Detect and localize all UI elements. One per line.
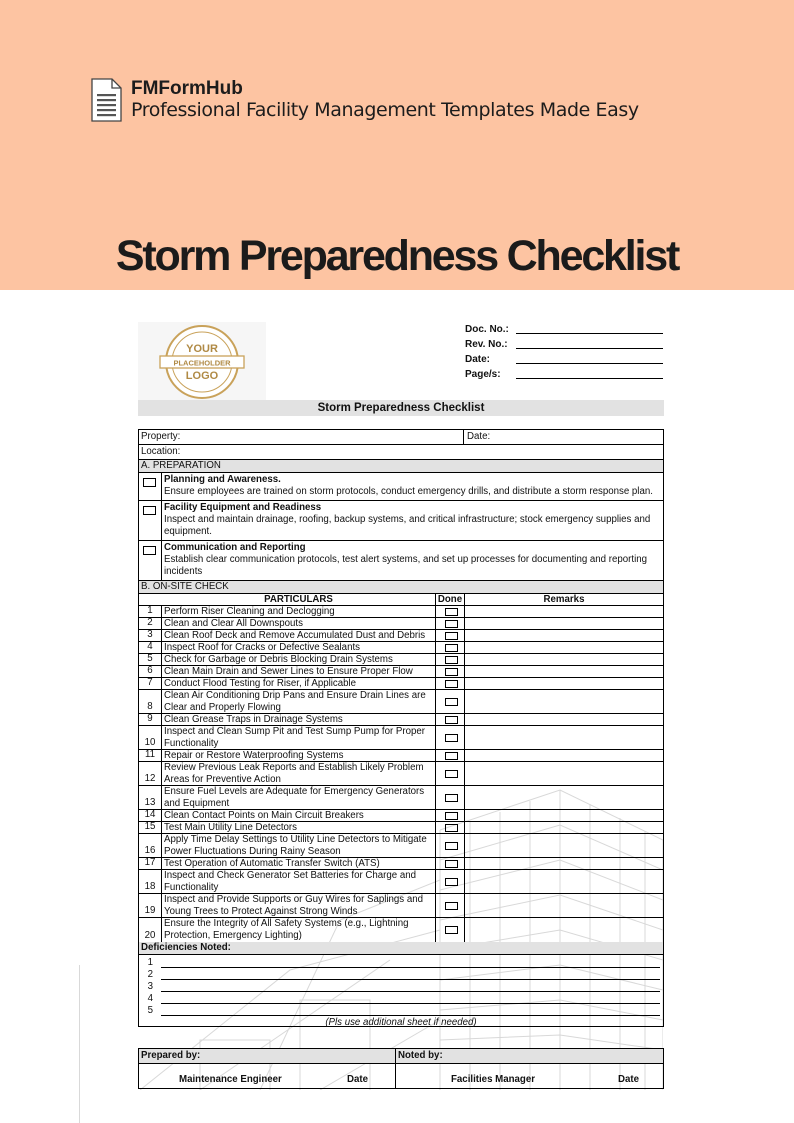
prep-item-planning (139, 473, 663, 501)
prep-desc: Establish clear communication protocols, test alert systems, and set up processes for documenting and reporting incidents (164, 554, 647, 577)
check-item-row (139, 714, 663, 726)
item-text: Apply Time Delay Settings to Utility Line Detectors to Mitigate Power Fluctuations During Rainy Season (164, 834, 427, 857)
property-row (139, 430, 663, 445)
deficiency-line[interactable]: 4 (139, 993, 663, 1005)
done-checkbox[interactable] (445, 698, 458, 706)
divider (463, 430, 464, 444)
done-checkbox[interactable] (445, 752, 458, 760)
check-item-row (139, 810, 663, 822)
item-text: Repair or Restore Waterproofing Systems (164, 750, 344, 761)
remarks-cell[interactable] (465, 810, 663, 821)
done-checkbox[interactable] (445, 878, 458, 886)
item-text: Clean Roof Deck and Remove Accumulated Dust and Debris (164, 630, 426, 641)
prep-desc: Ensure employees are trained on storm protocols, conduct emergency drills, and distribute a storm response plan. (164, 486, 653, 497)
divider (435, 654, 436, 665)
divider (435, 870, 436, 893)
check-item-row (139, 630, 663, 642)
item-number: 12 (144, 773, 156, 784)
divider (435, 810, 436, 821)
divider (161, 834, 162, 857)
item-number: 11 (144, 749, 156, 760)
section-a-heading: A. PREPARATION (139, 460, 663, 473)
location-label: Location: (141, 446, 181, 457)
item-number: 5 (147, 653, 153, 664)
item-number: 13 (144, 797, 156, 808)
divider (161, 918, 162, 942)
check-item-row (139, 606, 663, 618)
remarks-cell[interactable] (465, 618, 663, 629)
item-number: 6 (147, 665, 153, 676)
checkbox[interactable] (143, 478, 156, 487)
check-item-row (139, 918, 663, 942)
divider (435, 822, 436, 833)
rev-no-label: Rev. No.: (465, 339, 508, 350)
deficiencies-label: Deficiencies Noted: (141, 942, 231, 953)
check-item-row (139, 678, 663, 690)
logo-text-your: YOUR (186, 343, 218, 355)
done-checkbox[interactable] (445, 842, 458, 850)
done-checkbox[interactable] (445, 620, 458, 628)
done-checkbox[interactable] (445, 926, 458, 934)
prep-item-equipment (139, 501, 663, 541)
check-item-row (139, 834, 663, 858)
logo-text-logo: LOGO (185, 370, 219, 382)
item-number: 19 (144, 905, 156, 916)
form-title: Storm Preparedness Checklist (138, 400, 664, 416)
meta-date-label: Date: (465, 354, 491, 365)
check-item-row (139, 762, 663, 786)
brand-name: FMFormHub (131, 78, 243, 99)
meta-date-line (516, 363, 663, 364)
done-checkbox[interactable] (445, 734, 458, 742)
deficiency-line[interactable]: 5 (139, 1005, 663, 1017)
doc-no-field[interactable] (465, 324, 665, 339)
divider (161, 666, 162, 677)
done-checkbox[interactable] (445, 716, 458, 724)
check-items (139, 606, 663, 942)
item-number: 20 (144, 930, 156, 941)
column-header-row (139, 594, 663, 606)
meta-date-field[interactable] (465, 354, 665, 369)
check-item-row (139, 894, 663, 918)
checkbox[interactable] (143, 546, 156, 555)
prepared-date-label[interactable]: Date (347, 1074, 368, 1085)
divider (161, 606, 162, 617)
divider (395, 1049, 396, 1088)
signature-block (138, 1048, 664, 1089)
done-checkbox[interactable] (445, 824, 458, 832)
item-text: Inspect and Clean Sump Pit and Test Sump Pump for Proper Functionality (164, 726, 425, 749)
location-row (139, 445, 663, 460)
checkbox-cell (139, 541, 162, 580)
brand-tagline: Professional Facility Management Templates Made Easy (131, 99, 639, 121)
item-number: 8 (147, 701, 153, 712)
divider (435, 618, 436, 629)
item-text: Ensure the Integrity of All Safety Systems (e.g., Lightning Protection, Emergency Lighting) (164, 918, 409, 941)
item-text: Perform Riser Cleaning and Declogging (164, 606, 335, 617)
divider (435, 786, 436, 809)
margin-rule (79, 965, 80, 1123)
remarks-cell[interactable] (465, 786, 663, 809)
facilities-manager-label[interactable]: Facilities Manager (451, 1074, 535, 1085)
remarks-cell[interactable] (465, 642, 663, 653)
noted-by-label: Noted by: (398, 1050, 443, 1061)
remarks-cell[interactable] (465, 606, 663, 617)
divider (435, 714, 436, 725)
item-number: 16 (144, 845, 156, 856)
remarks-cell[interactable] (465, 870, 663, 893)
divider (161, 858, 162, 869)
divider (161, 870, 162, 893)
done-checkbox[interactable] (445, 902, 458, 910)
section-b-heading: B. ON-SITE CHECK (139, 581, 663, 594)
done-checkbox[interactable] (445, 680, 458, 688)
divider (435, 594, 436, 605)
divider (435, 918, 436, 942)
divider (161, 690, 162, 713)
banner-title: Storm Preparedness Checklist (115, 232, 679, 280)
done-checkbox[interactable] (445, 632, 458, 640)
divider (161, 822, 162, 833)
remarks-cell[interactable] (465, 630, 663, 641)
item-number: 1 (147, 605, 153, 616)
done-checkbox[interactable] (445, 794, 458, 802)
item-text: Inspect Roof for Cracks or Defective Sealants (164, 642, 360, 653)
remarks-cell[interactable] (465, 822, 663, 833)
document-icon (90, 78, 122, 122)
checkbox[interactable] (143, 506, 156, 515)
item-number: 9 (147, 713, 153, 724)
checkbox-cell (139, 501, 162, 540)
item-number: 15 (144, 821, 156, 832)
item-text: Clean Air Conditioning Drip Pans and Ensure Drain Lines are Clear and Properly Flowing (164, 690, 426, 713)
item-text: Check for Garbage or Debris Blocking Drain Systems (164, 654, 393, 665)
divider (464, 594, 465, 605)
done-checkbox[interactable] (445, 608, 458, 616)
deficiency-line[interactable]: 3 (139, 981, 663, 993)
prep-title: Communication and Reporting (164, 542, 306, 553)
doc-no-line (516, 333, 663, 334)
divider (435, 690, 436, 713)
prep-item-communication (139, 541, 663, 581)
checkbox-cell (139, 473, 162, 500)
item-text: Test Operation of Automatic Transfer Switch (ATS) (164, 858, 380, 869)
property-label: Property: (141, 431, 181, 442)
divider (435, 678, 436, 689)
divider (161, 786, 162, 809)
check-item-row (139, 666, 663, 678)
remarks-cell[interactable] (465, 666, 663, 677)
item-text: Inspect and Check Generator Set Batteries for Charge and Functionality (164, 870, 417, 893)
item-text: Ensure Fuel Levels are Adequate for Emergency Generators and Equipment (164, 786, 425, 809)
divider (435, 750, 436, 761)
divider (435, 630, 436, 641)
remarks-cell[interactable] (465, 690, 663, 713)
divider (161, 714, 162, 725)
check-item-row (139, 822, 663, 834)
item-number: 3 (147, 629, 153, 640)
pages-line (516, 378, 663, 379)
check-item-row (139, 786, 663, 810)
item-number: 4 (147, 641, 153, 652)
done-checkbox[interactable] (445, 668, 458, 676)
item-number: 10 (144, 737, 156, 748)
maintenance-engineer-label[interactable]: Maintenance Engineer (179, 1074, 282, 1085)
done-checkbox[interactable] (445, 644, 458, 652)
deficiencies-area[interactable] (139, 955, 663, 1026)
item-number: 7 (147, 677, 153, 688)
divider (435, 894, 436, 917)
check-item-row (139, 690, 663, 714)
placeholder-logo (138, 322, 266, 402)
check-item-row (139, 654, 663, 666)
item-text: Review Previous Leak Reports and Establish Likely Problem Areas for Preventive Action (164, 762, 424, 785)
done-checkbox[interactable] (445, 656, 458, 664)
prep-title: Facility Equipment and Readiness (164, 502, 322, 513)
divider (161, 642, 162, 653)
item-number: 18 (144, 881, 156, 892)
remarks-cell[interactable] (465, 894, 663, 917)
additional-sheet-note: (Pls use additional sheet if needed) (325, 1017, 477, 1028)
item-text: Test Main Utility Line Detectors (164, 822, 297, 833)
divider (161, 654, 162, 665)
check-item-row (139, 858, 663, 870)
divider (435, 666, 436, 677)
remarks-cell[interactable] (465, 678, 663, 689)
divider (161, 630, 162, 641)
form-date-label: Date: (467, 431, 491, 442)
item-text: Conduct Flood Testing for Riser, if Applicable (164, 678, 357, 689)
remarks-cell[interactable] (465, 726, 663, 749)
check-item-row (139, 642, 663, 654)
divider (435, 762, 436, 785)
noted-date-label[interactable]: Date (618, 1074, 639, 1085)
remarks-cell[interactable] (465, 750, 663, 761)
divider (161, 726, 162, 749)
divider (435, 642, 436, 653)
remarks-cell[interactable] (465, 834, 663, 857)
item-text: Clean Main Drain and Sewer Lines to Ensure Proper Flow (164, 666, 413, 677)
divider (161, 618, 162, 629)
prepared-by-label: Prepared by: (141, 1050, 201, 1061)
remarks-cell[interactable] (465, 762, 663, 785)
pages-label: Page/s: (465, 369, 501, 380)
check-item-row (139, 870, 663, 894)
divider (161, 678, 162, 689)
item-text: Clean and Clear All Downspouts (164, 618, 303, 629)
done-checkbox[interactable] (445, 860, 458, 868)
rev-no-line (516, 348, 663, 349)
item-number: 2 (147, 617, 153, 628)
divider (435, 606, 436, 617)
deficiencies-heading-row (139, 942, 663, 955)
prep-desc: Inspect and maintain drainage, roofing, backup systems, and critical infrastructure; stock emergency supplies and equipment. (164, 514, 651, 537)
col-done: Done (437, 594, 463, 605)
remarks-cell[interactable] (465, 714, 663, 725)
header-banner (0, 0, 794, 290)
item-text: Clean Grease Traps in Drainage Systems (164, 714, 343, 725)
divider (435, 834, 436, 857)
divider (435, 726, 436, 749)
item-number: 14 (144, 809, 156, 820)
remarks-cell[interactable] (465, 654, 663, 665)
pages-field[interactable] (465, 369, 665, 384)
done-checkbox[interactable] (445, 812, 458, 820)
done-checkbox[interactable] (445, 770, 458, 778)
check-item-row (139, 726, 663, 750)
rev-no-field[interactable] (465, 339, 665, 354)
col-particulars: PARTICULARS (264, 594, 333, 605)
check-item-row (139, 618, 663, 630)
divider (161, 810, 162, 821)
prep-title: Planning and Awareness. (164, 474, 281, 485)
remarks-cell[interactable] (465, 858, 663, 869)
divider (161, 750, 162, 761)
logo-text-placeholder: PLACEHOLDER (173, 358, 231, 368)
divider (435, 858, 436, 869)
deficiency-line[interactable]: 2 (139, 969, 663, 981)
remarks-cell[interactable] (465, 918, 663, 942)
col-remarks: Remarks (543, 594, 585, 605)
checklist-form (138, 429, 664, 1027)
item-text: Inspect and Provide Supports or Guy Wires for Saplings and Young Trees to Protect Against Strong Winds (164, 894, 424, 917)
check-item-row (139, 750, 663, 762)
item-text: Clean Contact Points on Main Circuit Breakers (164, 810, 364, 821)
item-number: 17 (144, 857, 156, 868)
divider (161, 894, 162, 917)
deficiency-line[interactable]: 1 (139, 957, 663, 969)
divider (161, 762, 162, 785)
doc-no-label: Doc. No.: (465, 324, 509, 335)
